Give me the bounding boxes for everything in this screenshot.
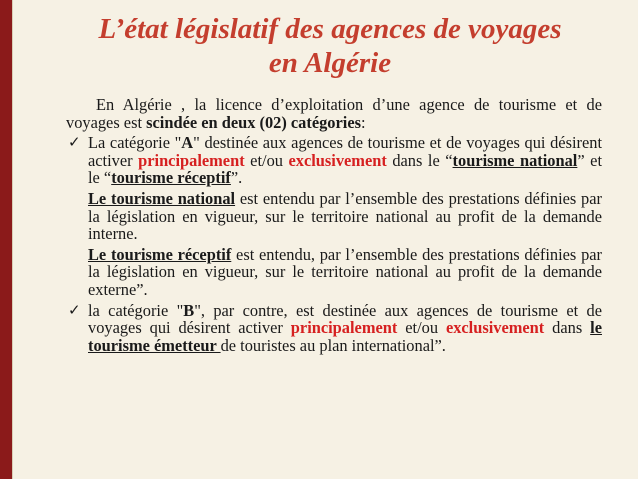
definition-national-text: est entendu par l’ensemble des prestations définies par la législation en vigueur, sur le territoire national au profit de la demande interne. <box>88 188 602 244</box>
definition-national <box>66 190 602 243</box>
category-b-text: dans <box>544 318 591 338</box>
title-line-2: en Algérie <box>268 47 392 79</box>
exclusivement-highlight: exclusivement <box>445 318 545 338</box>
category-a-text: La catégorie " <box>88 133 182 153</box>
exclusivement-highlight: exclusivement <box>288 150 387 170</box>
category-a-text: ” et le “ <box>88 150 603 188</box>
definition-receptif-term: Le tourisme réceptif <box>88 244 232 264</box>
category-a-item <box>66 134 602 187</box>
tourisme-receptif-term: tourisme réceptif <box>111 168 231 188</box>
tourisme-national-term: tourisme national <box>452 150 578 170</box>
check-icon: ✓ <box>68 133 81 152</box>
intro-text: En Algérie , la licence d’exploitation d’une agence de tourisme et de voyages est <box>66 95 602 132</box>
definition-receptif <box>66 246 602 299</box>
slide-body <box>66 96 602 354</box>
check-icon: ✓ <box>68 300 81 319</box>
category-a-text: " destinée aux agences de tourisme et de voyages qui désirent activer <box>88 133 602 170</box>
category-b-letter: B <box>183 300 195 320</box>
category-a-text: et/ou <box>244 150 289 170</box>
category-b-text: ", par contre, est destinée aux agences de tourisme et de voyages qui désirent activer <box>88 300 602 338</box>
category-b-text: de touristes au plan international”. <box>220 335 446 355</box>
accent-bar <box>0 0 12 479</box>
category-a-text: ”. <box>230 168 243 188</box>
principalement-highlight: principalement <box>290 318 398 338</box>
principalement-highlight: principalement <box>138 150 245 170</box>
intro-bold: scindée en deux (02) catégories <box>146 112 361 132</box>
definition-receptif-text: est entendu, par l’ensemble des prestations définies par la législation en vigueur, sur le territoire national au profit de la demande externe”. <box>88 244 602 299</box>
intro-paragraph <box>66 96 602 131</box>
category-b-text: et/ou <box>397 318 446 338</box>
category-a-text: dans le “ <box>386 150 453 170</box>
definition-national-term: Le tourisme national <box>88 188 236 208</box>
intro-end: : <box>360 112 366 132</box>
title-line-1: L’état législatif des agences de voyages <box>98 13 562 45</box>
category-b-item <box>66 302 602 355</box>
slide-title <box>40 12 620 80</box>
tourisme-emetteur-term: le tourisme émetteur <box>88 318 602 355</box>
category-a-letter: A <box>181 133 194 153</box>
category-b-text: la catégorie " <box>88 300 184 320</box>
